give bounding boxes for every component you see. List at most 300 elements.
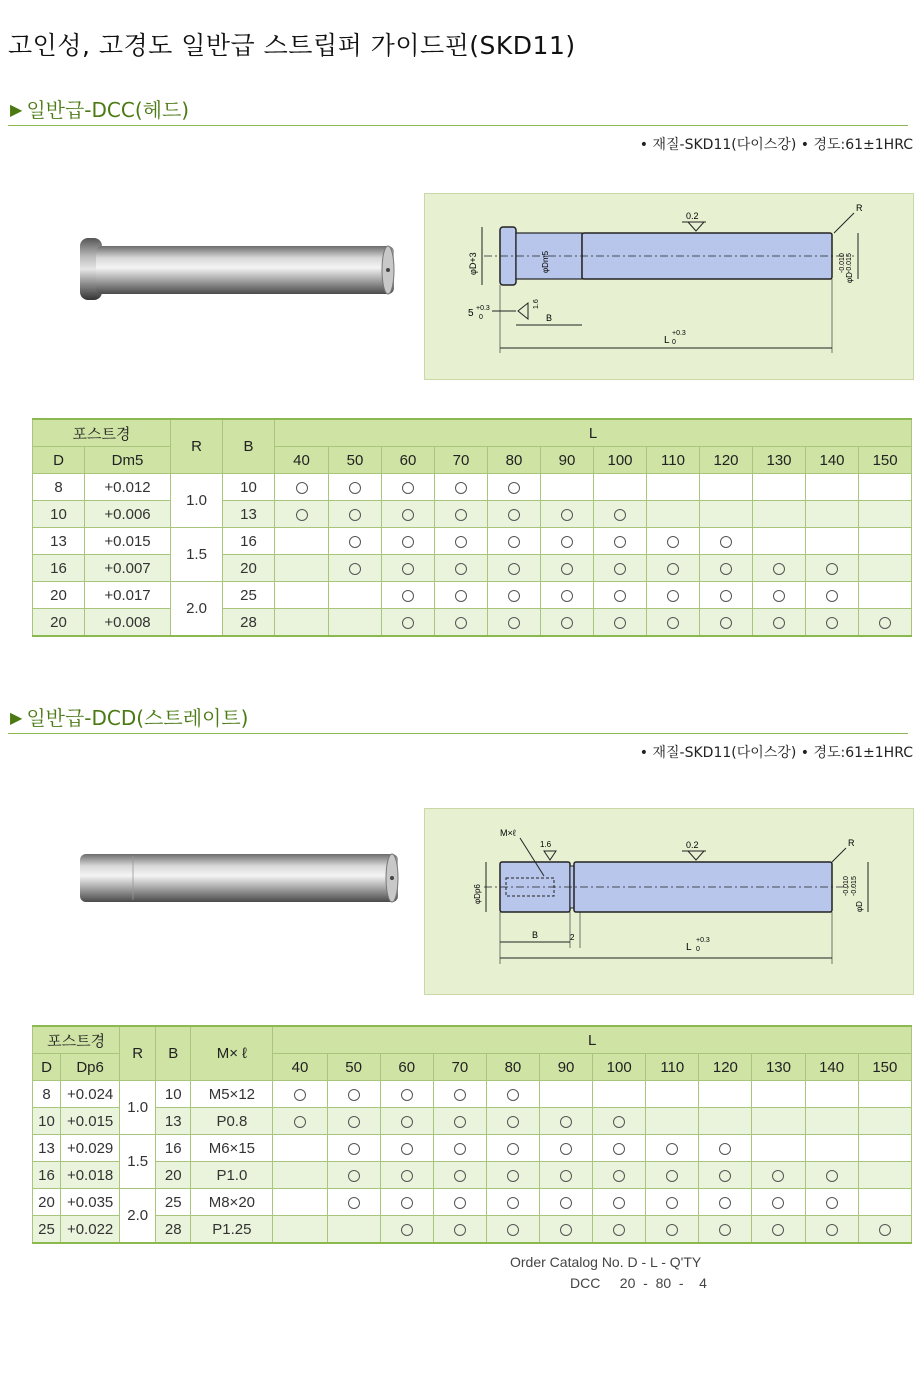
table-row xyxy=(33,528,912,555)
circle-mark-icon xyxy=(294,1089,306,1101)
section-divider xyxy=(8,733,908,734)
circle-mark-icon xyxy=(560,1116,572,1128)
header-d: D xyxy=(33,1054,61,1081)
availability-cell xyxy=(486,1162,539,1189)
material-note: • 재질-SKD11(다이스강) • 경도:61±1HRC xyxy=(639,745,913,761)
header-length: 80 xyxy=(486,1054,539,1081)
head-tol-up: +0.3 xyxy=(476,305,490,312)
availability-cell xyxy=(806,528,859,555)
availability-cell xyxy=(380,1135,433,1162)
availability-cell xyxy=(382,555,435,582)
material-note: • 재질-SKD11(다이스강) • 경도:61±1HRC xyxy=(639,137,913,153)
cell-d: 20 xyxy=(33,609,85,637)
cell-dm: +0.012 xyxy=(85,474,171,501)
availability-cell xyxy=(700,609,753,637)
circle-mark-icon xyxy=(560,1197,572,1209)
circle-mark-icon xyxy=(401,1116,413,1128)
circle-mark-icon xyxy=(402,536,414,548)
availability-cell xyxy=(646,1189,699,1216)
circle-mark-icon xyxy=(719,1197,731,1209)
circle-mark-icon xyxy=(348,1116,360,1128)
circle-mark-icon xyxy=(667,590,679,602)
circle-mark-icon xyxy=(773,590,785,602)
cell-b: 16 xyxy=(156,1135,191,1162)
availability-cell xyxy=(858,1162,911,1189)
radius-label: R xyxy=(848,838,855,848)
availability-cell xyxy=(593,1216,646,1244)
header-length: 50 xyxy=(327,1054,380,1081)
cell-d: 10 xyxy=(33,1108,61,1135)
header-length: 140 xyxy=(806,447,859,474)
availability-cell xyxy=(488,501,541,528)
cell-dm: +0.006 xyxy=(85,501,171,528)
circle-mark-icon xyxy=(455,590,467,602)
circle-mark-icon xyxy=(401,1170,413,1182)
table-row xyxy=(33,1162,912,1189)
header-l: L xyxy=(275,419,912,447)
circle-mark-icon xyxy=(826,617,838,629)
circle-mark-icon xyxy=(613,1116,625,1128)
availability-cell xyxy=(858,1216,911,1244)
section-title: 일반급-DCC(헤드) xyxy=(26,98,190,122)
l-label: L xyxy=(686,942,692,953)
circle-mark-icon xyxy=(826,1197,838,1209)
availability-cell xyxy=(433,1189,486,1216)
circle-mark-icon xyxy=(454,1224,466,1236)
availability-cell xyxy=(646,1162,699,1189)
header-length: 50 xyxy=(329,447,382,474)
availability-cell xyxy=(273,1189,327,1216)
tolerance-upper: -0.010 xyxy=(839,253,846,273)
section-divider xyxy=(8,125,908,126)
circle-mark-icon xyxy=(348,1170,360,1182)
circle-mark-icon xyxy=(561,509,573,521)
availability-cell xyxy=(275,582,329,609)
header-length: 40 xyxy=(275,447,329,474)
guide-pin-head-photo xyxy=(78,234,400,304)
b-label: B xyxy=(532,930,539,940)
availability-cell xyxy=(433,1216,486,1244)
circle-mark-icon xyxy=(772,1170,784,1182)
section-title: 일반급-DCD(스트레이트) xyxy=(26,706,249,730)
table-row xyxy=(33,474,912,501)
header-b: B xyxy=(223,419,275,474)
cell-dp: +0.022 xyxy=(61,1216,120,1244)
circle-mark-icon xyxy=(402,590,414,602)
circle-mark-icon xyxy=(348,1089,360,1101)
availability-cell xyxy=(541,609,594,637)
circle-mark-icon xyxy=(561,536,573,548)
availability-cell xyxy=(540,1081,593,1108)
circle-mark-icon xyxy=(402,482,414,494)
header-b: B xyxy=(156,1026,191,1081)
availability-cell xyxy=(275,555,329,582)
availability-cell xyxy=(540,1162,593,1189)
availability-cell xyxy=(275,474,329,501)
availability-cell xyxy=(753,555,806,582)
availability-cell xyxy=(380,1108,433,1135)
header-r: R xyxy=(120,1026,156,1081)
l-tol-up: +0.3 xyxy=(672,330,686,337)
circle-mark-icon xyxy=(560,1224,572,1236)
shank-diameter-label: φDm5 xyxy=(541,250,550,273)
header-length: 110 xyxy=(646,1054,699,1081)
cell-r: 1.5 xyxy=(171,528,223,582)
cell-d: 8 xyxy=(33,474,85,501)
dcd-spec-table xyxy=(32,1025,912,1244)
circle-mark-icon xyxy=(826,1170,838,1182)
circle-mark-icon xyxy=(402,563,414,575)
page-title: 고인성, 고경도 일반급 스트립퍼 가이드핀(SKD11) xyxy=(8,31,576,60)
header-length: 150 xyxy=(859,447,912,474)
circle-mark-icon xyxy=(666,1197,678,1209)
guide-pin-straight-photo xyxy=(78,852,404,904)
header-length: 150 xyxy=(858,1054,911,1081)
availability-cell xyxy=(699,1135,752,1162)
availability-cell xyxy=(753,474,806,501)
availability-cell xyxy=(752,1162,805,1189)
availability-cell xyxy=(540,1189,593,1216)
header-length: 40 xyxy=(273,1054,327,1081)
availability-cell xyxy=(805,1081,858,1108)
cell-dp: +0.024 xyxy=(61,1081,120,1108)
availability-cell xyxy=(433,1081,486,1108)
availability-cell xyxy=(593,1108,646,1135)
roughness-label: 0.2 xyxy=(686,840,699,850)
availability-cell xyxy=(541,474,594,501)
availability-cell xyxy=(806,501,859,528)
availability-cell xyxy=(859,609,912,637)
availability-cell xyxy=(327,1108,380,1135)
circle-mark-icon xyxy=(401,1089,413,1101)
circle-mark-icon xyxy=(507,1224,519,1236)
circle-mark-icon xyxy=(454,1197,466,1209)
head-tol-dn: 0 xyxy=(479,314,483,321)
head-length-label: 5 xyxy=(468,308,474,319)
availability-cell xyxy=(275,609,329,637)
availability-cell xyxy=(806,582,859,609)
order-catalog-format: Order Catalog No. D - L - Q'TY xyxy=(510,1254,702,1270)
circle-mark-icon xyxy=(614,617,626,629)
availability-cell xyxy=(752,1135,805,1162)
availability-cell xyxy=(433,1108,486,1135)
order-catalog-example: DCC 20 - 80 - 4 xyxy=(570,1275,707,1291)
header-d: D xyxy=(33,447,85,474)
availability-cell xyxy=(327,1081,380,1108)
table-row xyxy=(33,582,912,609)
availability-cell xyxy=(275,528,329,555)
availability-cell xyxy=(486,1135,539,1162)
availability-cell xyxy=(435,528,488,555)
cell-r: 1.0 xyxy=(171,474,223,528)
circle-mark-icon xyxy=(720,563,732,575)
circle-mark-icon xyxy=(773,617,785,629)
cell-r: 2.0 xyxy=(171,582,223,637)
availability-cell xyxy=(593,1189,646,1216)
radius-label: R xyxy=(856,203,863,213)
availability-cell xyxy=(594,501,647,528)
cell-dm: +0.008 xyxy=(85,609,171,637)
circle-mark-icon xyxy=(454,1143,466,1155)
availability-cell xyxy=(806,474,859,501)
availability-cell xyxy=(273,1108,327,1135)
cell-b: 28 xyxy=(156,1216,191,1244)
circle-mark-icon xyxy=(614,563,626,575)
cell-thread: M5×12 xyxy=(191,1081,273,1108)
availability-cell xyxy=(380,1216,433,1244)
availability-cell xyxy=(541,582,594,609)
availability-cell xyxy=(806,555,859,582)
dcd-dimension-drawing xyxy=(424,808,912,993)
availability-cell xyxy=(540,1135,593,1162)
circle-mark-icon xyxy=(508,482,520,494)
availability-cell xyxy=(327,1189,380,1216)
header-thread: M× ℓ xyxy=(191,1026,273,1081)
availability-cell xyxy=(594,609,647,637)
circle-mark-icon xyxy=(455,563,467,575)
cell-dm: +0.007 xyxy=(85,555,171,582)
roughness-16: 1.6 xyxy=(540,840,552,849)
header-length: 100 xyxy=(594,447,647,474)
availability-cell xyxy=(273,1162,327,1189)
availability-cell xyxy=(435,555,488,582)
availability-cell xyxy=(329,555,382,582)
cell-d: 8 xyxy=(33,1081,61,1108)
availability-cell xyxy=(699,1081,752,1108)
circle-mark-icon xyxy=(560,1170,572,1182)
availability-cell xyxy=(858,1081,911,1108)
cell-b: 20 xyxy=(156,1162,191,1189)
circle-mark-icon xyxy=(508,509,520,521)
header-length: 120 xyxy=(699,1054,752,1081)
cell-d: 25 xyxy=(33,1216,61,1244)
cell-d: 20 xyxy=(33,1189,61,1216)
availability-cell xyxy=(753,609,806,637)
circle-mark-icon xyxy=(508,536,520,548)
triangle-bullet-icon: ▶ xyxy=(10,100,23,119)
table-row xyxy=(33,1108,912,1135)
header-post-diameter: 포스트경 xyxy=(33,419,171,447)
availability-cell xyxy=(646,1216,699,1244)
availability-cell xyxy=(273,1081,327,1108)
table-row xyxy=(33,555,912,582)
circle-mark-icon xyxy=(455,536,467,548)
cell-b: 13 xyxy=(156,1108,191,1135)
circle-mark-icon xyxy=(508,590,520,602)
circle-mark-icon xyxy=(826,590,838,602)
circle-mark-icon xyxy=(401,1197,413,1209)
availability-cell xyxy=(753,582,806,609)
availability-cell xyxy=(329,501,382,528)
circle-mark-icon xyxy=(454,1116,466,1128)
availability-cell xyxy=(753,528,806,555)
availability-cell xyxy=(858,1108,911,1135)
availability-cell xyxy=(382,582,435,609)
availability-cell xyxy=(540,1108,593,1135)
availability-cell xyxy=(699,1162,752,1189)
availability-cell xyxy=(647,528,700,555)
cell-b: 13 xyxy=(223,501,275,528)
availability-cell xyxy=(859,474,912,501)
cell-dp: +0.035 xyxy=(61,1189,120,1216)
availability-cell xyxy=(700,501,753,528)
b-label: B xyxy=(546,313,553,323)
circle-mark-icon xyxy=(719,1143,731,1155)
header-length: 70 xyxy=(433,1054,486,1081)
availability-cell xyxy=(700,555,753,582)
availability-cell xyxy=(486,1189,539,1216)
availability-cell xyxy=(646,1108,699,1135)
circle-mark-icon xyxy=(561,590,573,602)
circle-mark-icon xyxy=(667,617,679,629)
table-row xyxy=(33,1135,912,1162)
table-row xyxy=(33,609,912,637)
availability-cell xyxy=(858,1135,911,1162)
circle-mark-icon xyxy=(455,482,467,494)
header-post-diameter: 포스트경 xyxy=(33,1026,120,1054)
availability-cell xyxy=(858,1189,911,1216)
availability-cell xyxy=(433,1162,486,1189)
availability-cell xyxy=(327,1162,380,1189)
availability-cell xyxy=(594,555,647,582)
circle-mark-icon xyxy=(613,1224,625,1236)
availability-cell xyxy=(647,474,700,501)
cell-dm: +0.015 xyxy=(85,528,171,555)
circle-mark-icon xyxy=(348,1197,360,1209)
triangle-bullet-icon: ▶ xyxy=(10,708,23,727)
circle-mark-icon xyxy=(720,617,732,629)
cell-d: 16 xyxy=(33,555,85,582)
availability-cell xyxy=(380,1162,433,1189)
l-tol-dn: 0 xyxy=(672,339,676,346)
availability-cell xyxy=(699,1108,752,1135)
availability-cell xyxy=(752,1081,805,1108)
availability-cell xyxy=(329,474,382,501)
availability-cell xyxy=(382,474,435,501)
cell-b: 16 xyxy=(223,528,275,555)
availability-cell xyxy=(380,1189,433,1216)
availability-cell xyxy=(594,582,647,609)
dp6-diameter-label: φDp6 xyxy=(473,884,482,904)
circle-mark-icon xyxy=(349,509,361,521)
availability-cell xyxy=(327,1216,380,1244)
cell-b: 25 xyxy=(223,582,275,609)
circle-mark-icon xyxy=(402,617,414,629)
circle-mark-icon xyxy=(613,1143,625,1155)
head-diameter-label: φD+3 xyxy=(468,252,478,275)
availability-cell xyxy=(806,609,859,637)
circle-mark-icon xyxy=(349,563,361,575)
dcc-spec-table xyxy=(32,418,912,637)
availability-cell xyxy=(540,1216,593,1244)
availability-cell xyxy=(594,474,647,501)
availability-cell xyxy=(486,1216,539,1244)
header-length: 90 xyxy=(540,1054,593,1081)
availability-cell xyxy=(594,528,647,555)
availability-cell xyxy=(700,474,753,501)
availability-cell xyxy=(859,501,912,528)
availability-cell xyxy=(859,528,912,555)
availability-cell xyxy=(647,609,700,637)
circle-mark-icon xyxy=(294,1116,306,1128)
header-length: 140 xyxy=(805,1054,858,1081)
phi-d-label: φD xyxy=(855,901,864,912)
phi-d-label: φD xyxy=(845,272,854,283)
availability-cell xyxy=(647,555,700,582)
circle-mark-icon xyxy=(667,563,679,575)
l-tol-up: +0.3 xyxy=(696,937,710,944)
circle-mark-icon xyxy=(455,617,467,629)
availability-cell xyxy=(646,1081,699,1108)
circle-mark-icon xyxy=(879,617,891,629)
cell-d: 10 xyxy=(33,501,85,528)
roughness-label: 0.2 xyxy=(686,211,699,221)
availability-cell xyxy=(488,528,541,555)
circle-mark-icon xyxy=(667,536,679,548)
availability-cell xyxy=(488,609,541,637)
circle-mark-icon xyxy=(454,1089,466,1101)
header-length: 120 xyxy=(700,447,753,474)
availability-cell xyxy=(435,474,488,501)
circle-mark-icon xyxy=(561,563,573,575)
cell-dp: +0.029 xyxy=(61,1135,120,1162)
tolerance-lower: -0.015 xyxy=(851,876,858,896)
availability-cell xyxy=(593,1135,646,1162)
header-length: 90 xyxy=(541,447,594,474)
cell-r: 1.5 xyxy=(120,1135,156,1189)
availability-cell xyxy=(805,1189,858,1216)
availability-cell xyxy=(488,474,541,501)
availability-cell xyxy=(593,1162,646,1189)
availability-cell xyxy=(647,582,700,609)
availability-cell xyxy=(541,555,594,582)
header-length: 100 xyxy=(593,1054,646,1081)
availability-cell xyxy=(699,1216,752,1244)
cell-b: 25 xyxy=(156,1189,191,1216)
availability-cell xyxy=(329,528,382,555)
availability-cell xyxy=(541,501,594,528)
header-dm5: Dm5 xyxy=(85,447,171,474)
table-row xyxy=(33,1081,912,1108)
circle-mark-icon xyxy=(614,536,626,548)
circle-mark-icon xyxy=(560,1143,572,1155)
circle-mark-icon xyxy=(507,1089,519,1101)
availability-cell xyxy=(329,582,382,609)
circle-mark-icon xyxy=(772,1197,784,1209)
circle-mark-icon xyxy=(772,1224,784,1236)
tolerance-upper: -0.010 xyxy=(843,876,850,896)
cell-d: 20 xyxy=(33,582,85,609)
availability-cell xyxy=(275,501,329,528)
section-heading-dcc xyxy=(10,94,189,123)
circle-mark-icon xyxy=(773,563,785,575)
circle-mark-icon xyxy=(720,536,732,548)
circle-mark-icon xyxy=(508,563,520,575)
circle-mark-icon xyxy=(666,1224,678,1236)
availability-cell xyxy=(699,1189,752,1216)
availability-cell xyxy=(805,1162,858,1189)
availability-cell xyxy=(805,1216,858,1244)
cell-thread: P1.0 xyxy=(191,1162,273,1189)
availability-cell xyxy=(593,1081,646,1108)
circle-mark-icon xyxy=(613,1197,625,1209)
availability-cell xyxy=(752,1108,805,1135)
availability-cell xyxy=(859,582,912,609)
availability-cell xyxy=(382,609,435,637)
thread-label: M×ℓ xyxy=(500,828,516,838)
circle-mark-icon xyxy=(666,1170,678,1182)
availability-cell xyxy=(433,1135,486,1162)
